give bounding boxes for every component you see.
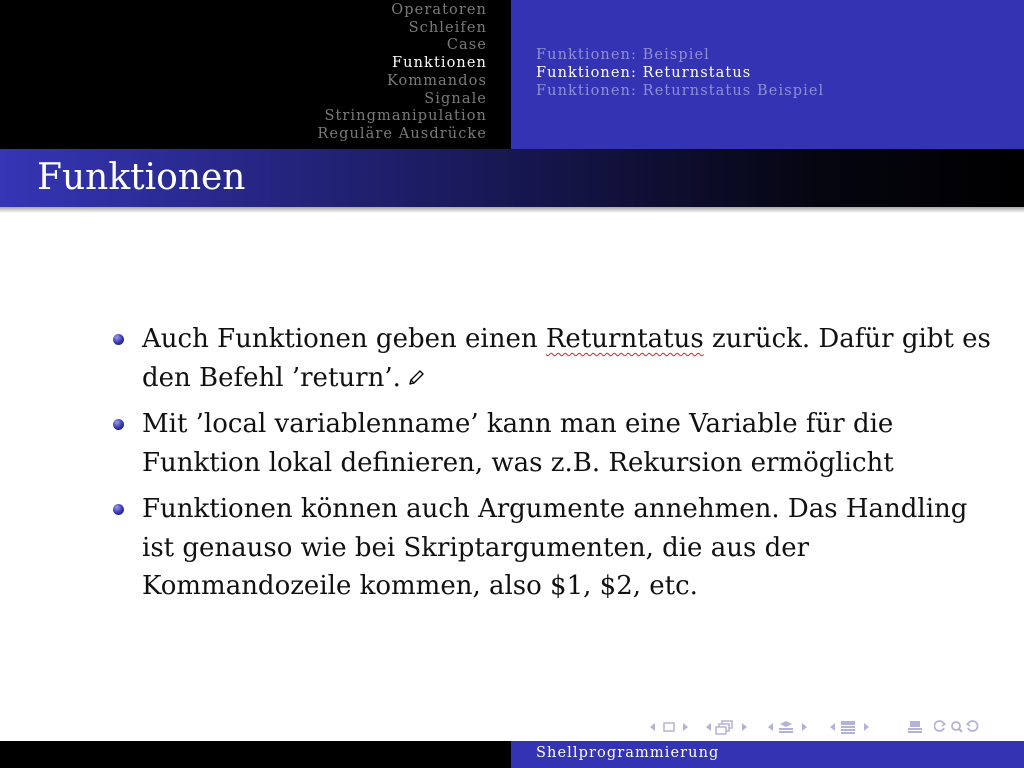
- subsection-nav-icon[interactable]: [704, 719, 766, 735]
- section-link-case[interactable]: Case: [446, 37, 487, 54]
- misspelled-word[interactable]: Returntatus: [545, 324, 704, 354]
- pen-icon[interactable]: [407, 360, 425, 378]
- frame-nav-icon[interactable]: [648, 720, 704, 734]
- subsection-navigation: [511, 0, 1024, 149]
- section-list: [317, 2, 487, 144]
- bullet-list: [112, 320, 992, 614]
- document-nav-icon[interactable]: [828, 719, 890, 735]
- bullet-item: [112, 405, 992, 482]
- search-icon[interactable]: [934, 719, 980, 735]
- bullet-text: Mit ’local variablenname’ kann man eine Variable für die Funktion lokal definieren, was z.B. Rekursion ermöglicht: [142, 409, 894, 478]
- bullet-item: [112, 320, 992, 397]
- navigation-symbols: [648, 717, 980, 737]
- bullet-icon: [113, 419, 124, 430]
- subsection-link-returnstatus[interactable]: Funktionen: Returnstatus: [536, 65, 752, 81]
- section-link-signale[interactable]: Signale: [424, 90, 487, 107]
- section-link-stringmanipulation[interactable]: Stringmanipulation: [324, 108, 487, 125]
- footer-title: Shellprogrammierung: [536, 745, 720, 761]
- section-link-regulaere-ausdruecke[interactable]: Reguläre Ausdrücke: [317, 125, 487, 142]
- footer-left: [0, 741, 511, 768]
- footer-right: [511, 741, 1024, 768]
- bullet-item: [112, 490, 992, 606]
- bullet-text: Funktionen können auch Argumente annehmen. Das Handling ist genauso wie bei Skriptargumenten, die aus der Kommandozeile kommen, also $1, $2, etc.: [142, 494, 968, 601]
- frame-title: Funktionen: [37, 157, 246, 198]
- bullet-text-start: Auch Funktionen geben einen: [142, 324, 546, 354]
- title-bar-shadow: [0, 207, 1024, 213]
- section-navigation: [0, 0, 511, 149]
- section-link-schleifen[interactable]: Schleifen: [408, 19, 487, 36]
- subsection-list: [536, 46, 824, 100]
- appendix-icon[interactable]: [890, 719, 934, 735]
- bullet-icon: [113, 504, 124, 515]
- section-nav-icon[interactable]: [766, 719, 828, 735]
- subsection-link-beispiel[interactable]: Funktionen: Beispiel: [536, 47, 710, 63]
- section-link-funktionen[interactable]: Funktionen: [392, 55, 487, 72]
- subsection-link-returnstatus-beispiel[interactable]: Funktionen: Returnstatus Beispiel: [536, 83, 825, 99]
- frame-title-bar: [0, 149, 1024, 207]
- section-link-operatoren[interactable]: Operatoren: [391, 2, 487, 18]
- section-link-kommandos[interactable]: Kommandos: [386, 72, 487, 89]
- bullet-text-end: zurück. Dafür gibt es den Befehl ’return’.: [142, 324, 991, 393]
- bullet-icon: [113, 334, 124, 345]
